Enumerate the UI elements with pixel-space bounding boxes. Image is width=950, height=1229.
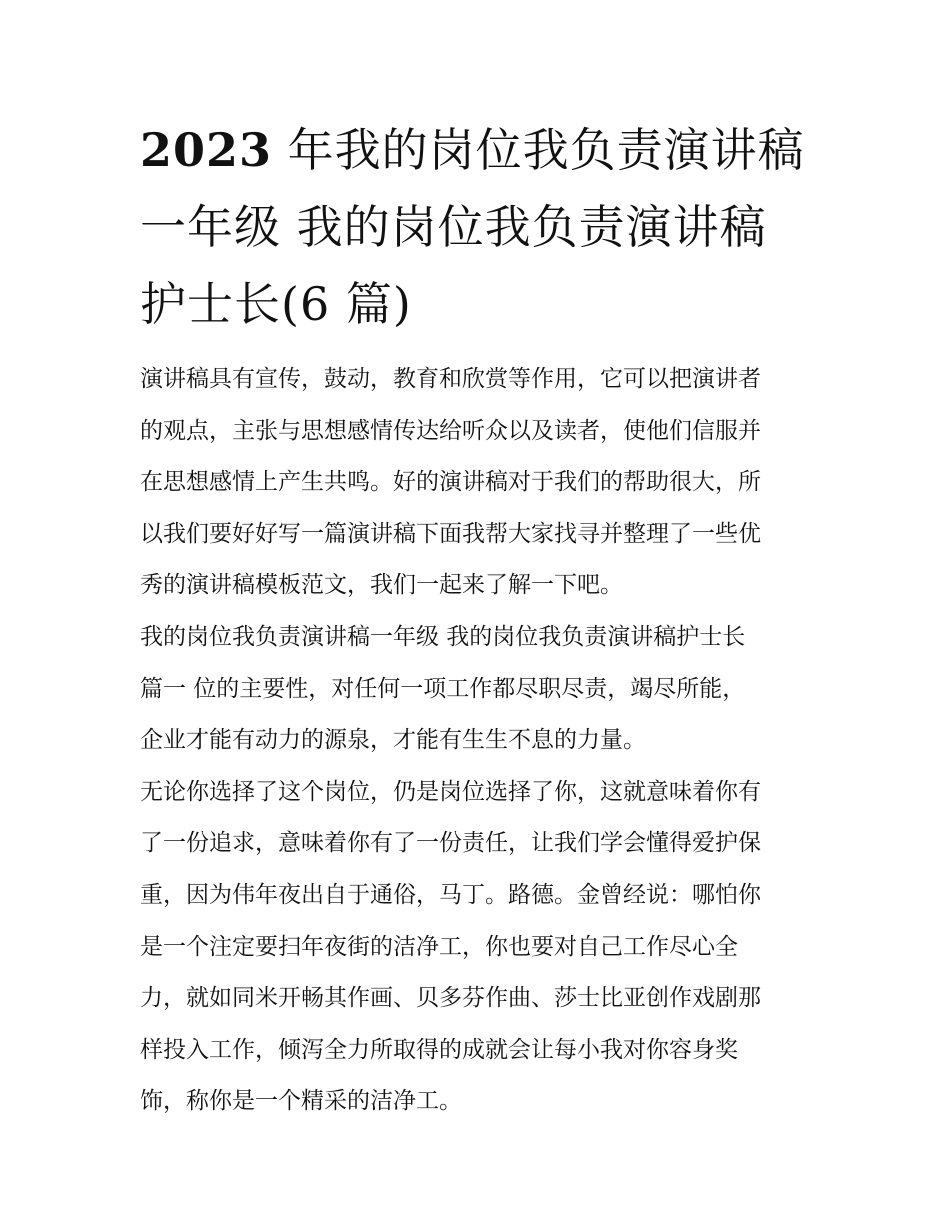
- body-line: 以我们要好好写一篇演讲稿下面我帮大家找寻并整理了一些优: [140, 520, 761, 547]
- body-line: 的观点，主张与思想感情传达给听众以及读者，使他们信服并: [140, 417, 761, 444]
- body-line: 在思想感情上产生共鸣。好的演讲稿对于我们的帮助很大，所: [140, 469, 761, 496]
- body-line: 企业才能有动力的源泉，才能有生生不息的力量。: [140, 727, 646, 754]
- body-line: 力，就如同米开畅其作画、贝多芬作曲、莎士比亚创作戏剧那: [140, 985, 761, 1012]
- title-line-1: [140, 112, 810, 189]
- title-line-3: 护士长(6 篇): [140, 277, 412, 331]
- title-line-2: 一年级 我的岗位我负责演讲稿: [140, 200, 767, 254]
- body-line: 了一份追求，意味着你有了一份责任，让我们学会懂得爱护保: [140, 830, 761, 857]
- title-year: 2023: [140, 123, 273, 177]
- body-line: 我的岗位我负责演讲稿一年级 我的岗位我负责演讲稿护士长: [140, 623, 746, 650]
- body-line: 样投入工作，倾泻全力所取得的成就会让每小我对你容身奖: [140, 1036, 738, 1063]
- title-line-1-text: 年我的岗位我负责演讲稿: [272, 123, 805, 177]
- body-line: 无论你选择了这个岗位，仍是岗位选择了你，这就意味着你有: [140, 778, 761, 805]
- body-line: 演讲稿具有宣传，鼓动，教育和欣赏等作用，它可以把演讲者: [140, 366, 761, 392]
- body-line: 秀的演讲稿模板范文，我们一起来了解一下吧。: [140, 572, 623, 599]
- body-line: 重，因为伟年夜出自于通俗，马丁。路德。金曾经说：哪怕你: [140, 881, 761, 908]
- body-line: 篇一 位的主要性，对任何一项工作都尽职尽责，竭尽所能，: [140, 675, 746, 702]
- document-body: [140, 354, 820, 1128]
- document-title: [140, 112, 810, 343]
- body-line: 是一个注定要扫年夜街的洁净工，你也要对自己工作尽心全: [140, 933, 738, 960]
- body-line: 饰，称你是一个精采的洁净工。: [140, 1088, 462, 1115]
